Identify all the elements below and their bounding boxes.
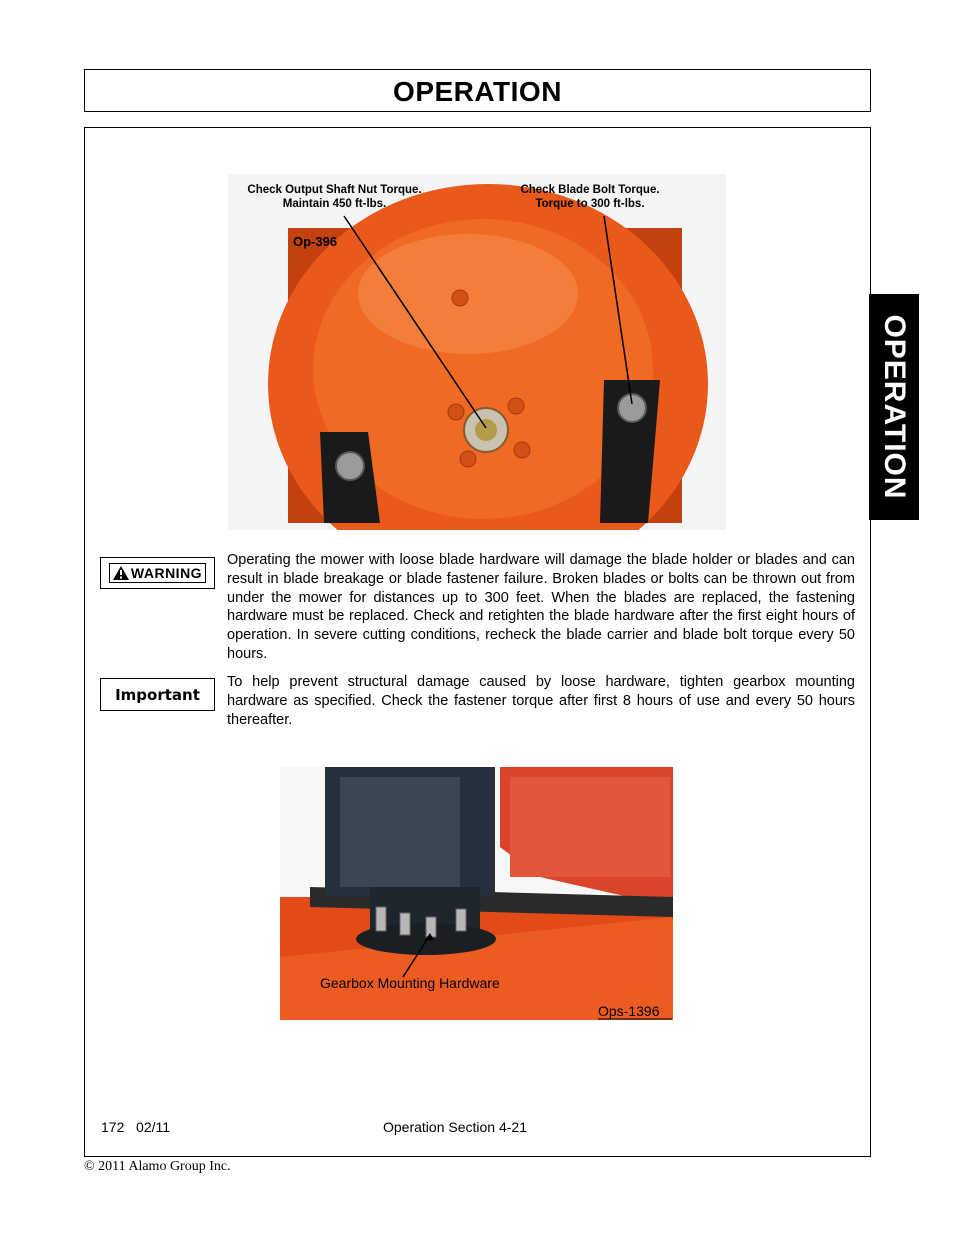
side-tab-label: OPERATION [878, 314, 911, 500]
section-reference: Operation Section 4-21 [383, 1119, 527, 1135]
figure1-label: Op-396 [293, 234, 338, 249]
shaft-nut-callout: Check Output Shaft Nut Torque. Maintain 450 ft-lbs. [247, 184, 422, 210]
warning-text: Operating the mower with loose blade hardware will damage the blade holder or blades and can result in blade breakage or blade fastener failure. Broken blades or bolts can be thrown out from under the mower for distances up to 300 feet. When the blades are replaced, the fastening hardware must be replaced. Check and retighten the blade hardware after the first eight hours of operation. In severe cutting conditions, recheck the blade carrier and blade bolt torque every 50 hours. [227, 552, 855, 662]
figure2-label: Ops-1396 [598, 1003, 660, 1019]
blade-bolt-callout: Check Blade Bolt Torque. Torque to 300 ft-lbs. [520, 184, 660, 210]
section-side-tab [869, 294, 919, 520]
important-text: To help prevent structural damage caused by loose hardware, tighten gearbox mounting hardware as specified. Check the fastener torque after first 8 hours of use and every 50 hours thereafter. [227, 674, 855, 728]
page-header-box [84, 69, 871, 112]
important-badge [100, 678, 215, 711]
warning-triangle-icon [113, 566, 129, 580]
warning-badge-label: WARNING [130, 565, 203, 581]
warning-badge [100, 557, 215, 589]
blade-carrier-photo [228, 174, 726, 530]
page-number-date: 172 02/11 [101, 1119, 171, 1135]
page-title: OPERATION [393, 76, 562, 107]
copyright-notice: © 2011 Alamo Group Inc. [84, 1159, 231, 1174]
figure2-caption: Gearbox Mounting Hardware [320, 975, 500, 991]
important-badge-label: Important [115, 685, 200, 704]
